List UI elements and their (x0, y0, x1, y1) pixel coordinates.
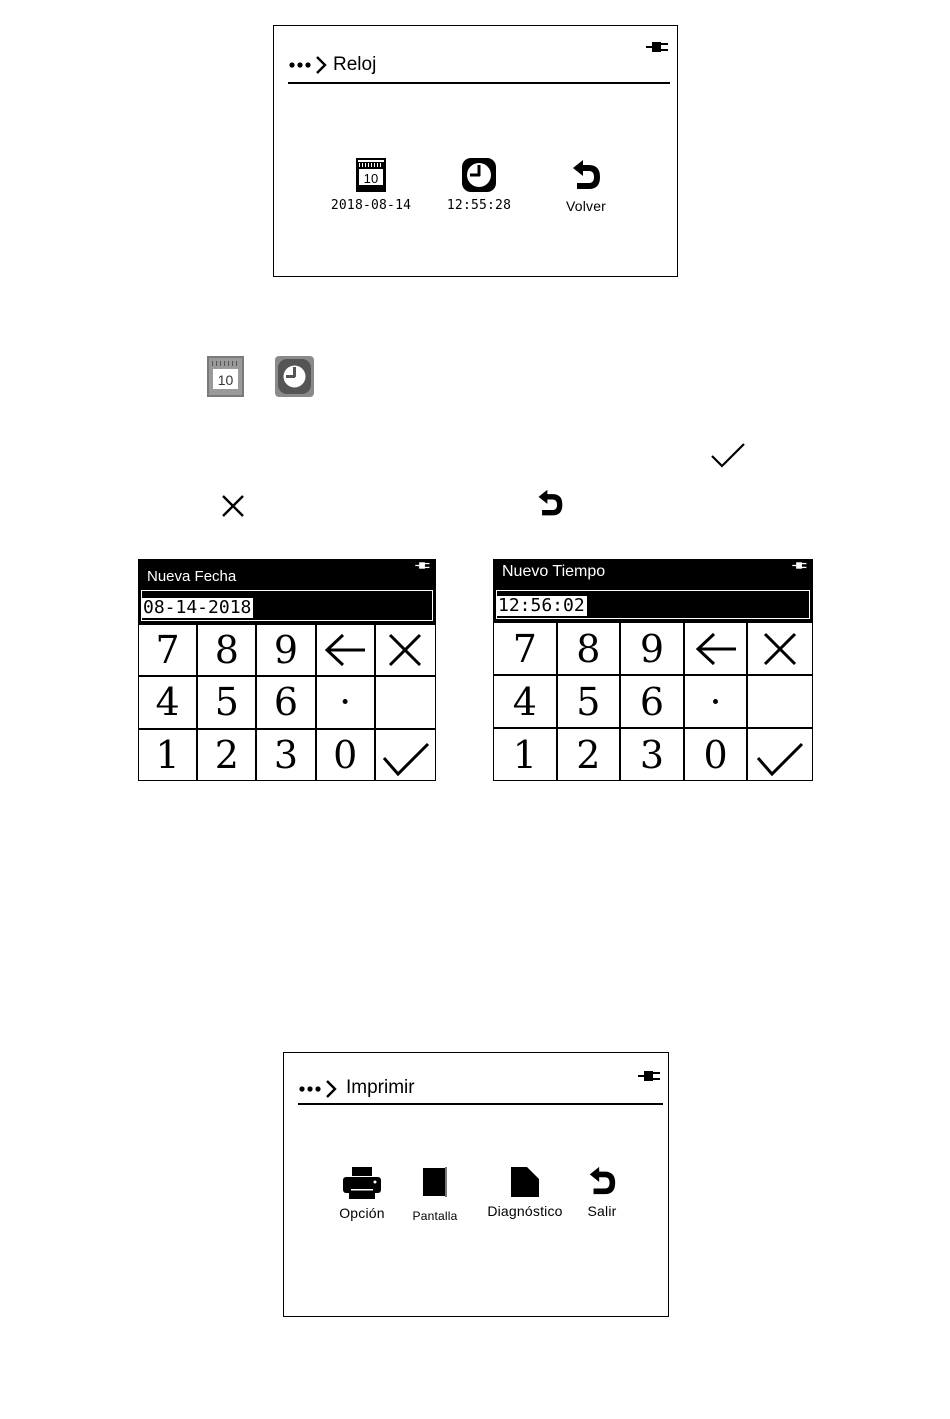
menu-item-time[interactable] (434, 158, 524, 213)
key-2[interactable]: 2 (198, 728, 257, 780)
date-input-value: 08-14-2018 (143, 597, 252, 618)
key-9[interactable]: 9 (257, 623, 316, 675)
return-icon (535, 488, 565, 518)
key-backspace[interactable] (317, 623, 376, 675)
printer-icon (343, 1167, 381, 1199)
key-5[interactable]: 5 (198, 675, 257, 727)
key-7[interactable]: 7 (139, 623, 198, 675)
key-dot[interactable]: · (685, 674, 749, 727)
key-9[interactable]: 9 (621, 621, 685, 674)
key-6[interactable]: 6 (621, 674, 685, 727)
time-keypad-panel (493, 559, 813, 781)
checkmark-icon (710, 442, 746, 470)
menu-item-opcion[interactable] (328, 1167, 396, 1221)
return-icon (569, 158, 603, 192)
power-plug-icon (792, 561, 808, 570)
key-5[interactable]: 5 (558, 674, 622, 727)
key-0[interactable]: 0 (317, 728, 376, 780)
key-4[interactable]: 4 (494, 674, 558, 727)
clock-icon (275, 356, 314, 397)
backspace-arrow-icon (323, 633, 367, 667)
key-1[interactable]: 1 (139, 728, 198, 780)
title-divider (288, 82, 670, 84)
salir-label: Salir (587, 1203, 617, 1219)
print-screen (283, 1052, 669, 1317)
menu-item-salir[interactable] (574, 1165, 630, 1219)
key-7[interactable]: 7 (494, 621, 558, 674)
key-confirm[interactable] (376, 728, 435, 780)
power-plug-icon (646, 40, 670, 54)
key-1[interactable]: 1 (494, 727, 558, 780)
key-blank (376, 675, 435, 727)
time-keypad-grid (494, 621, 812, 780)
svg-text:10: 10 (217, 372, 234, 388)
cancel-x-icon (763, 632, 797, 666)
diagnostico-label: Diagnóstico (487, 1203, 563, 1219)
menu-item-date[interactable] (326, 158, 416, 213)
power-plug-icon (415, 561, 431, 570)
title-divider (298, 1103, 663, 1105)
clock-screen (273, 25, 678, 277)
cancel-x-icon (221, 494, 245, 518)
time-input-value: 12:56:02 (498, 595, 585, 616)
backspace-arrow-icon (694, 632, 738, 666)
keypad-header (494, 560, 812, 588)
date-keypad-grid (139, 623, 435, 780)
key-dot[interactable]: · (317, 675, 376, 727)
time-input-field[interactable] (494, 588, 812, 621)
svg-text:10: 10 (363, 171, 379, 186)
time-label: 12:55:28 (446, 198, 512, 213)
breadcrumb-arrow-icon (288, 54, 332, 76)
checkmark-icon (756, 740, 804, 778)
return-icon (586, 1165, 618, 1197)
key-confirm[interactable] (748, 727, 812, 780)
key-3[interactable]: 3 (621, 727, 685, 780)
menu-item-diagnostico[interactable] (482, 1167, 568, 1219)
calendar-icon (207, 356, 244, 397)
key-backspace[interactable] (685, 621, 749, 674)
date-keypad-panel (138, 559, 436, 781)
volver-label: Volver (565, 198, 607, 214)
cancel-x-icon (388, 633, 422, 667)
menu-item-pantalla[interactable] (400, 1167, 470, 1223)
key-cancel[interactable] (748, 621, 812, 674)
screen-title: Imprimir (346, 1077, 415, 1098)
breadcrumb-arrow-icon (298, 1078, 342, 1100)
power-plug-icon (638, 1069, 662, 1083)
document-icon (511, 1167, 539, 1197)
key-3[interactable]: 3 (257, 728, 316, 780)
screen-page-icon (423, 1167, 447, 1199)
date-input-field[interactable] (139, 588, 435, 623)
key-2[interactable]: 2 (558, 727, 622, 780)
key-6[interactable]: 6 (257, 675, 316, 727)
key-0[interactable]: 0 (685, 727, 749, 780)
key-blank (748, 674, 812, 727)
date-label: 2018-08-14 (330, 198, 412, 213)
keypad-title: Nuevo Tiempo (502, 563, 606, 580)
menu-item-volver[interactable] (546, 158, 626, 214)
key-cancel[interactable] (376, 623, 435, 675)
screen-title: Reloj (333, 54, 377, 75)
calendar-icon (356, 158, 386, 192)
clock-icon (462, 158, 496, 192)
keypad-header (139, 560, 435, 588)
pantalla-label: Pantalla (412, 1209, 458, 1223)
opcion-label: Opción (339, 1205, 385, 1221)
key-8[interactable]: 8 (198, 623, 257, 675)
keypad-title: Nueva Fecha (147, 568, 237, 585)
key-4[interactable]: 4 (139, 675, 198, 727)
checkmark-icon (382, 740, 430, 778)
key-8[interactable]: 8 (558, 621, 622, 674)
